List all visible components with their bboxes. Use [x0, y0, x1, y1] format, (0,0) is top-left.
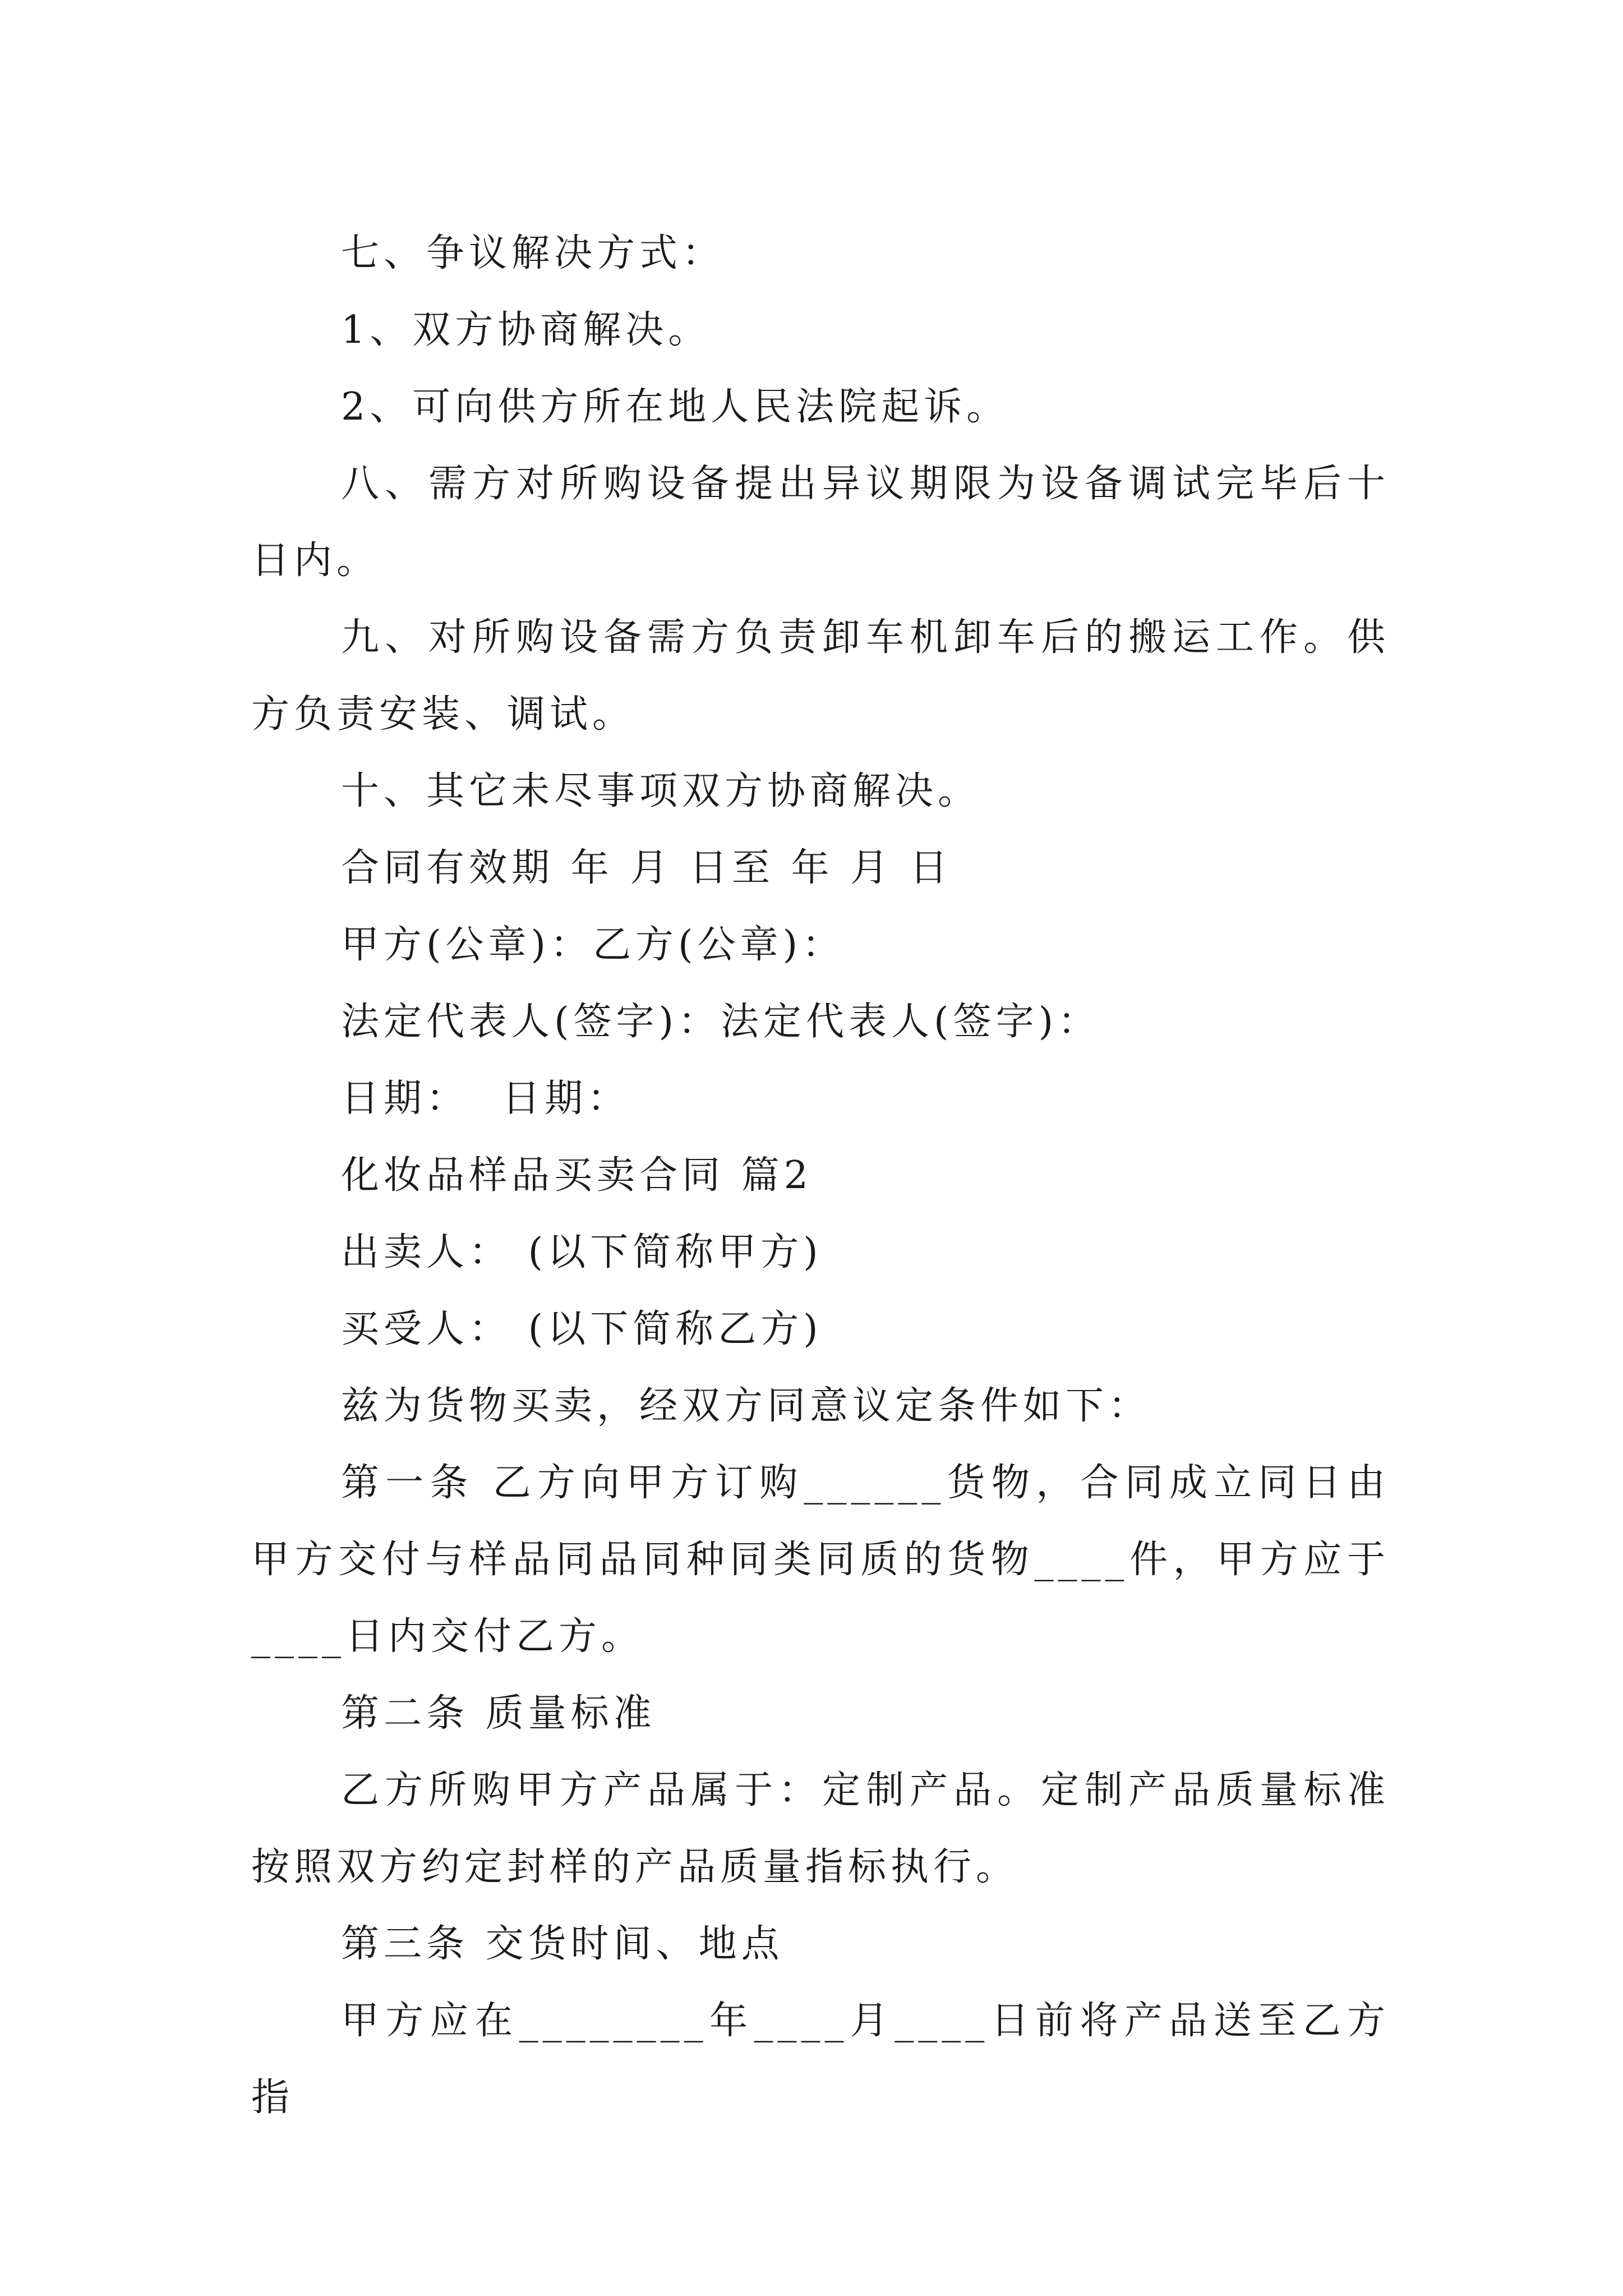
seller-line: 出卖人： (以下简称甲方) — [341, 1230, 823, 1274]
dispute-resolution-heading: 七、争议解决方式： — [341, 231, 725, 275]
date-line: 日期： 日期： — [341, 1076, 630, 1121]
handling-installation-clause: 九、对所购设备需方负责卸车机卸车后的搬运工作。供方负责安装、调试。 — [251, 615, 1390, 737]
article-3-body: 甲方应在________年____月____日前将产品送至乙方指 — [251, 1999, 1390, 2120]
contract-2-title: 化妆品样品买卖合同 篇2 — [341, 1153, 813, 1198]
legal-representative-line: 法定代表人(签字)：法定代表人(签字)： — [341, 1000, 1101, 1044]
article-3-heading: 第三条 交货时间、地点 — [341, 1922, 784, 1966]
agreement-preamble: 兹为货物买卖，经双方同意议定条件如下： — [341, 1384, 1151, 1428]
dispute-item-2: 2、可向供方所在地人民法院起诉。 — [341, 385, 1009, 429]
other-matters-clause: 十、其它未尽事项双方协商解决。 — [341, 769, 981, 813]
dispute-item-1: 1、双方协商解决。 — [341, 308, 711, 352]
buyer-line: 买受人： (以下简称乙方) — [341, 1307, 823, 1351]
article-1: 第一条 乙方向甲方订购______货物，合同成立同日由甲方交付与样品同品同种同类同质的货物____件，甲方应于____日内交付乙方。 — [251, 1461, 1390, 1659]
objection-period-clause: 八、需方对所购设备提出异议期限为设备调试完毕后十日内。 — [251, 462, 1390, 583]
article-2-heading: 第二条 质量标准 — [341, 1691, 656, 1736]
document-body — [251, 215, 1390, 2136]
article-2-body: 乙方所购甲方产品属于：定制产品。定制产品质量标准按照双方约定封样的产品质量指标执行。 — [251, 1768, 1390, 1889]
contract-validity-line: 合同有效期 年 月 日至 年 月 日 — [341, 846, 952, 890]
party-seal-line: 甲方(公章)：乙方(公章)： — [341, 923, 845, 967]
